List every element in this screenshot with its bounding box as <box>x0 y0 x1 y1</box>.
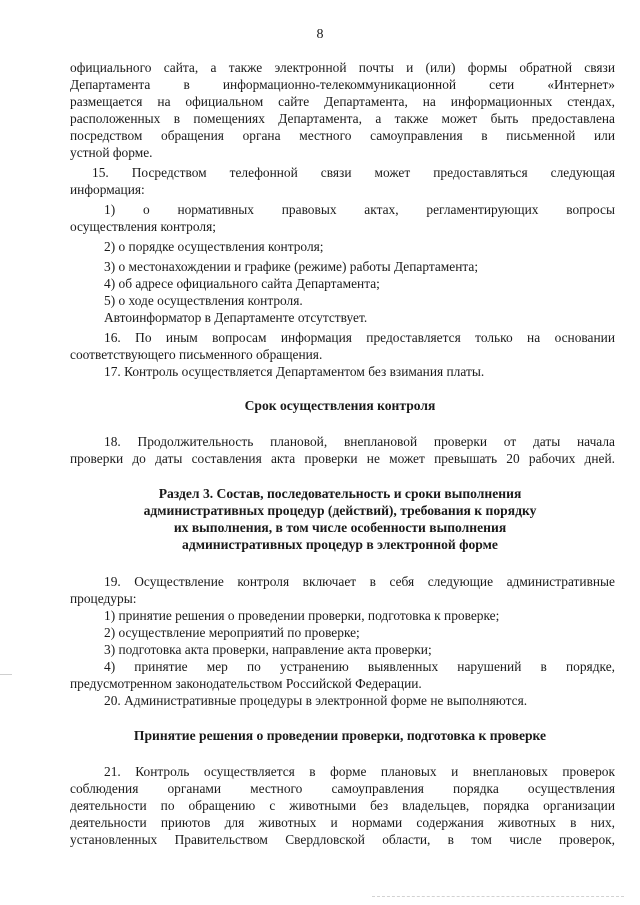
list-item: 3) подготовка акта проверки, направление акта проверки; <box>104 642 432 657</box>
list-item: 3) о местонахождении и графике (режиме) работы Департамента; <box>104 259 479 274</box>
list-item: 4) об адресе официального сайта Департамента; <box>104 276 380 291</box>
text-line: соблюдения органами местного самоуправления порядка осуществления <box>70 781 615 796</box>
text-line: осуществления контроля; <box>70 219 216 234</box>
list-item: 1) о нормативных правовых актах, регламентирующих вопросы <box>104 202 615 217</box>
section-heading: административных процедур (действий), требования к порядку <box>143 503 537 518</box>
section-heading: административных процедур в электронной форме <box>182 537 498 552</box>
list-item: 1) принятие решения о проведении проверки, подготовка к проверке; <box>104 608 500 623</box>
list-item: 4) принятие мер по устранению выявленных нарушений в порядке, <box>104 659 615 674</box>
text-line: проверки до даты составления акта проверки не может превышать 20 рабочих дней. <box>70 451 615 466</box>
text-line: соответствующего письменного обращения. <box>70 347 323 362</box>
text-line: 17. Контроль осуществляется Департаментом без взимания платы. <box>104 364 485 379</box>
text-line: Автоинформатор в Департаменте отсутствует. <box>104 310 368 325</box>
page-number: 8 <box>316 27 324 42</box>
text-line: информация: <box>70 182 145 197</box>
section-heading: Принятие решения о проведении проверки, подготовка к проверке <box>133 728 547 743</box>
list-item: 2) о порядке осуществления контроля; <box>104 239 324 254</box>
scan-edge-mark <box>0 674 12 675</box>
text-line: посредством обращения органа местного самоуправления в письменной или <box>70 128 615 143</box>
text-line: деятельности приютов для животных и нормами содержания животных в них, <box>70 815 615 830</box>
text-line: процедуры: <box>70 591 137 606</box>
text-line: 15. Посредством телефонной связи может предоставляться следующая <box>92 165 615 180</box>
text-line: 20. Административные процедуры в электронной форме не выполняются. <box>104 693 528 708</box>
text-line: деятельности по обращению с животными без владельцев, порядка организации <box>70 798 615 813</box>
scan-bottom-line <box>372 896 624 897</box>
text-line: предусмотренном законодательством Российской Федерации. <box>70 676 422 691</box>
text-line: 21. Контроль осуществляется в форме плановых и внеплановых проверок <box>104 764 615 779</box>
text-line: расположенных в помещениях Департамента, а также может быть предоставлена <box>70 111 615 126</box>
section-heading: Срок осуществления контроля <box>244 398 436 413</box>
section-heading: Раздел 3. Состав, последовательность и сроки выполнения <box>158 486 522 501</box>
list-item: 2) осуществление мероприятий по проверке; <box>104 625 360 640</box>
text-line: Департамента в информационно-телекоммуникационной сети «Интернет» <box>70 77 615 92</box>
text-line: устной форме. <box>70 145 153 160</box>
text-line: установленных Правительством Свердловской области, в том числе проверок, <box>70 832 615 847</box>
text-line: 19. Осуществление контроля включает в себя следующие административные <box>104 574 615 589</box>
text-line: 18. Продолжительность плановой, внеплановой проверки от даты начала <box>104 434 615 449</box>
list-item: 5) о ходе осуществления контроля. <box>104 293 303 308</box>
text-line: размещается на официальном сайте Департамента, на информационных стендах, <box>70 94 615 109</box>
text-line: 16. По иным вопросам информация предоставляется только на основании <box>104 330 615 345</box>
text-line: официального сайта, а также электронной почты и (или) формы обратной связи <box>70 60 615 75</box>
section-heading: их выполнения, в том числе особенности выполнения <box>173 520 507 535</box>
